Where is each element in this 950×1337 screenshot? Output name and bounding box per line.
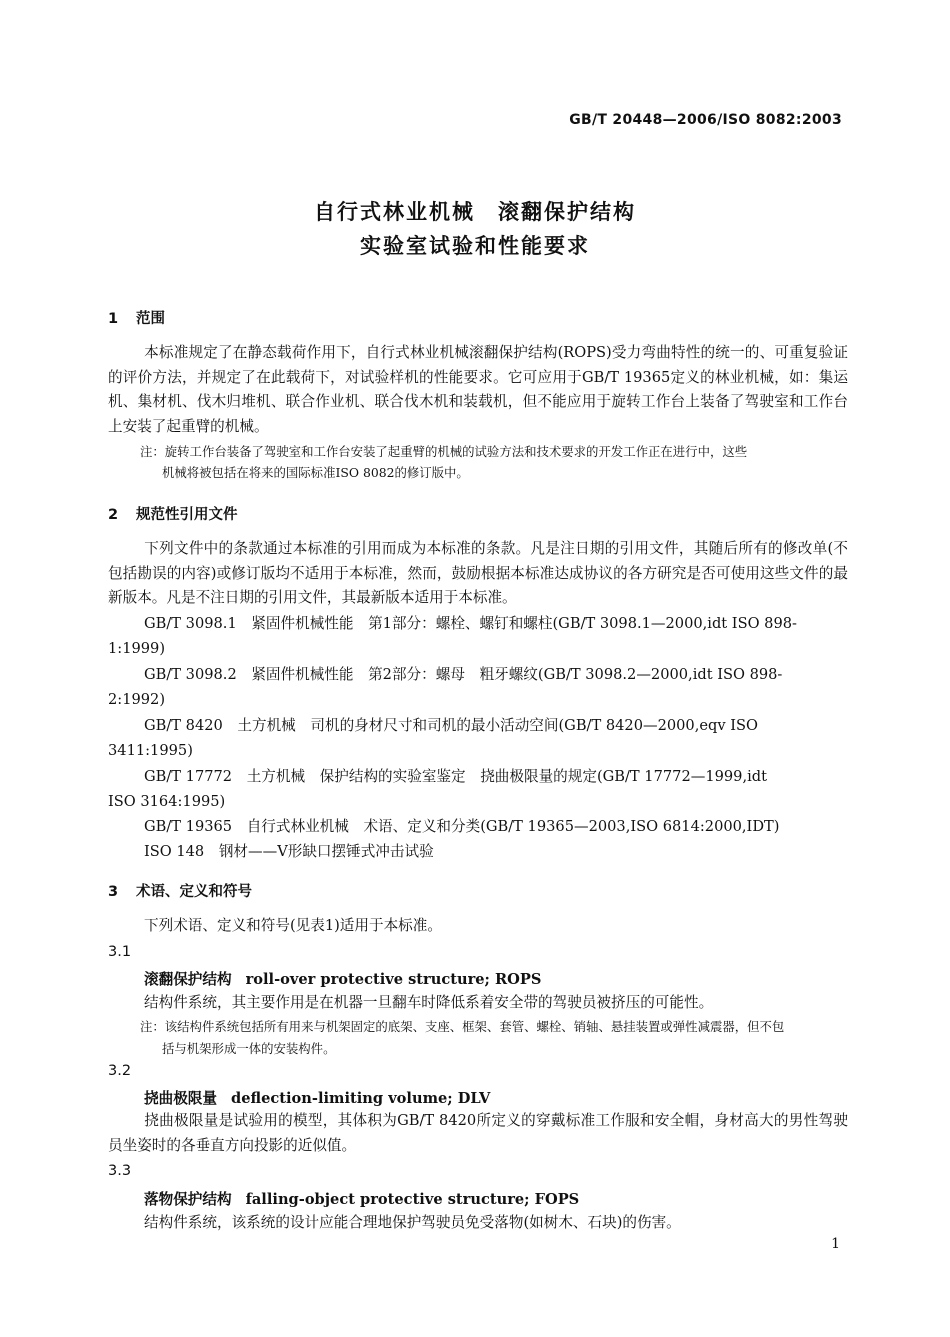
term-3-2-title [144, 1087, 490, 1108]
term-3-3-title [144, 1188, 579, 1209]
document-title-line1: 自行式林业机械 滚翻保护结构 [314, 200, 636, 224]
term-3-3-number: 3.3 [108, 1163, 132, 1179]
section-1-note-line2: 机械将被包括在将来的国际标准ISO 8082的修订版中。 [162, 465, 469, 480]
paragraph-text: 下列文件中的条款通过本标准的引用而成为本标准的条款。凡是注日期的引用文件，其随后所有的修改单(不包括勘误的内容)或修订版均不适用于本标准，然而，鼓励根据本标准达成协议的各方研究是否可使用这些文件的最新版本。凡是不注日期的引用文件，其最新版本适用于本标准。 [108, 540, 848, 607]
term-chinese: 滚翻保护结构 [144, 971, 232, 988]
section-title: 范围 [136, 311, 165, 327]
term-3-3-definition: 结构件系统，该系统的设计应能合理地保护驾驶员免受落物(如树木、石块)的伤害。 [144, 1214, 681, 1231]
section-1-heading [108, 307, 165, 328]
term-chinese: 落物保护结构 [144, 1191, 232, 1208]
term-chinese: 挠曲极限量 [144, 1090, 217, 1107]
reference-6-line1: ISO 148 钢材——V形缺口摆锤式冲击试验 [144, 843, 434, 860]
section-number: 1 [108, 311, 119, 327]
standard-code-header: GB/T 20448—2006/ISO 8082:2003 [569, 112, 842, 128]
page-number: 1 [831, 1236, 840, 1252]
term-english: falling-object protective structure; FOPS [245, 1191, 580, 1208]
term-3-1-note-line1: 注：该结构件系统包括所有用来与机架固定的底架、支座、框架、套管、螺栓、销轴、悬挂装置或弹性减震器，但不包 [140, 1019, 785, 1034]
section-3-paragraph: 下列术语、定义和符号(见表1)适用于本标准。 [144, 917, 442, 934]
reference-1-line2: 1:1999) [108, 640, 166, 657]
reference-3-line1: GB/T 8420 土方机械 司机的身材尺寸和司机的最小活动空间(GB/T 8420—2000,eqv ISO [144, 717, 758, 734]
section-number: 3 [108, 884, 119, 900]
section-1-paragraph [108, 341, 848, 439]
section-2-paragraph [108, 537, 848, 611]
section-number: 2 [108, 507, 119, 523]
reference-2-line1: GB/T 3098.2 紧固件机械性能 第2部分：螺母 粗牙螺纹(GB/T 3098.2—2000,idt ISO 898- [144, 666, 783, 683]
term-3-1-definition: 结构件系统，其主要作用是在机器一旦翻车时降低系着安全带的驾驶员被挤压的可能性。 [144, 994, 714, 1011]
section-1-note-line1: 注：旋转工作台装备了驾驶室和工作台安装了起重臂的机械的试验方法和技术要求的开发工作正在进行中，这些 [140, 444, 748, 459]
reference-4-line2: ISO 3164:1995) [108, 793, 226, 810]
reference-1-line1: GB/T 3098.1 紧固件机械性能 第1部分：螺栓、螺钉和螺柱(GB/T 3098.1—2000,idt ISO 898- [144, 615, 797, 632]
definition-text: 挠曲极限量是试验用的模型，其体积为GB/T 8420所定义的穿戴标准工作服和安全帽，身材高大的男性驾驶员坐姿时的各垂直方向投影的近似值。 [108, 1112, 848, 1154]
section-2-heading [108, 503, 238, 524]
term-3-1-title [144, 968, 541, 989]
term-3-1-number: 3.1 [108, 944, 132, 960]
section-3-heading [108, 880, 252, 901]
section-title: 术语、定义和符号 [136, 884, 252, 900]
reference-5-line1: GB/T 19365 自行式林业机械 术语、定义和分类(GB/T 19365—2003,ISO 6814:2000,IDT) [144, 818, 780, 835]
paragraph-text: 本标准规定了在静态载荷作用下，自行式林业机械滚翻保护结构(ROPS)受力弯曲特性的统一的、可重复验证的评价方法，并规定了在此载荷下，对试验样机的性能要求。它可应用于GB/T 19365定义的林业机械，如：集运机、集材机、伐木归堆机、联合作业机、联合伐木机和装载机，但不能应用于旋转工作台上装备了驾驶室和工作台上安装了起重臂的机械。 [108, 344, 848, 435]
term-3-1-note-line2: 括与机架形成一体的安装构件。 [162, 1041, 336, 1056]
reference-4-line1: GB/T 17772 土方机械 保护结构的实验室鉴定 挠曲极限量的规定(GB/T 17772—1999,idt [144, 768, 767, 785]
term-english: deflection-limiting volume; DLV [230, 1090, 491, 1107]
term-3-2-definition [108, 1109, 848, 1158]
reference-3-line2: 3411:1995) [108, 742, 193, 759]
section-title: 规范性引用文件 [136, 507, 238, 523]
document-title-line2: 实验室试验和性能要求 [360, 234, 590, 258]
reference-2-line2: 2:1992) [108, 691, 166, 708]
term-english: roll-over protective structure; ROPS [245, 971, 542, 988]
term-3-2-number: 3.2 [108, 1063, 132, 1079]
